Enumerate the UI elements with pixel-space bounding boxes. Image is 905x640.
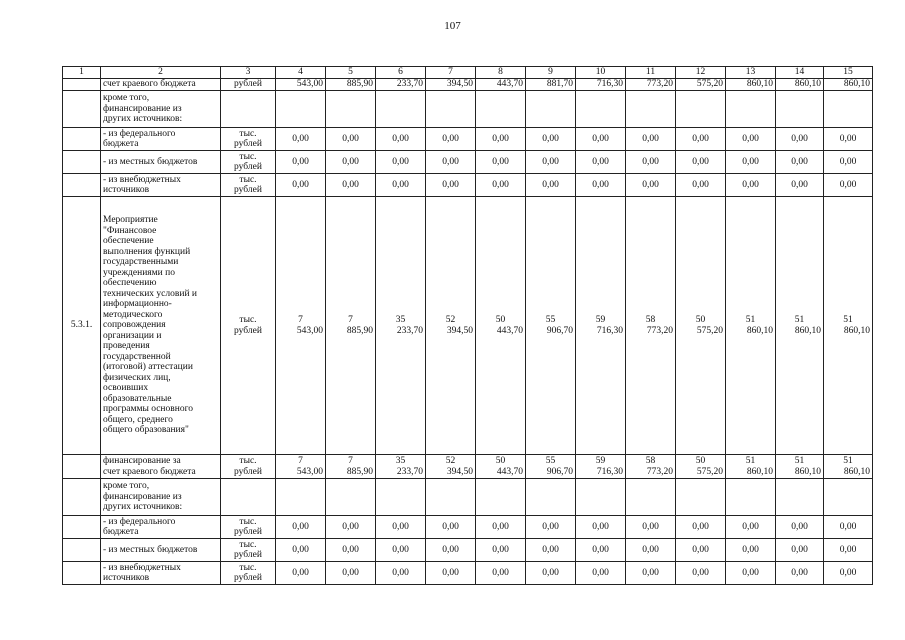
value-cell	[824, 197, 873, 455]
table-row	[63, 197, 873, 455]
table-row	[63, 79, 873, 91]
column-number-15: 15	[824, 67, 873, 79]
value-cell: 0,00	[476, 128, 526, 151]
value-cell	[576, 91, 626, 128]
row-unit	[221, 516, 276, 539]
row-name-line: - из внебюджетных	[103, 562, 181, 573]
row-name-line: общего, среднего	[103, 414, 173, 425]
row-name	[101, 455, 221, 479]
table-row	[63, 91, 873, 128]
value-part: 716,30	[596, 466, 623, 477]
value-cell	[824, 91, 873, 128]
value-cell	[426, 455, 476, 479]
value-part: 233,70	[396, 466, 423, 477]
value-part: 860,10	[843, 325, 870, 336]
value-cell	[326, 479, 376, 516]
value-cell: 0,00	[526, 562, 576, 585]
value-cell: 0,00	[476, 562, 526, 585]
value-cell: 0,00	[776, 151, 824, 174]
row-unit-line: рублей	[234, 162, 262, 172]
value-cell: 443,70	[476, 79, 526, 91]
page-number: 107	[444, 20, 461, 32]
column-header-row	[63, 67, 873, 79]
value-cell	[776, 479, 824, 516]
value-cell: 0,00	[526, 174, 576, 197]
row-unit-line: рублей	[234, 185, 262, 195]
value-cell: 0,00	[576, 516, 626, 539]
row-name-line: - из местных бюджетов	[103, 544, 198, 555]
row-unit-line: рублей	[234, 466, 262, 477]
value-cell: 0,00	[576, 128, 626, 151]
row-code	[63, 455, 101, 479]
column-number-14: 14	[776, 67, 824, 79]
value-part: 50	[495, 456, 506, 466]
value-cell: 0,00	[776, 516, 824, 539]
row-unit-line: рублей	[234, 79, 262, 89]
value-cell	[726, 91, 776, 128]
value-cell	[376, 455, 426, 479]
row-name-line: выполнения функций	[103, 246, 191, 257]
value-part: 7	[298, 456, 303, 466]
value-cell: 0,00	[776, 539, 824, 562]
row-unit-line: тыс.	[239, 315, 257, 325]
value-cell: 0,00	[726, 128, 776, 151]
value-cell	[676, 479, 726, 516]
value-cell: 0,00	[276, 539, 326, 562]
value-cell: 0,00	[676, 516, 726, 539]
table-row	[63, 128, 873, 151]
value-cell: 0,00	[776, 174, 824, 197]
value-part: 543,00	[296, 466, 323, 477]
row-unit	[221, 197, 276, 455]
value-cell: 0,00	[726, 151, 776, 174]
value-cell: 0,00	[776, 562, 824, 585]
row-unit-line: тыс.	[239, 539, 257, 550]
value-cell	[776, 91, 824, 128]
value-cell: 0,00	[526, 128, 576, 151]
value-cell: 0,00	[626, 539, 676, 562]
value-cell	[276, 479, 326, 516]
value-cell: 0,00	[626, 151, 676, 174]
value-cell	[576, 455, 626, 479]
value-cell	[376, 197, 426, 455]
value-part: 7	[348, 315, 353, 325]
row-code: 5.3.1.	[63, 197, 101, 455]
value-cell	[676, 197, 726, 455]
value-part: 885,90	[346, 466, 373, 477]
value-part: 860,10	[746, 466, 773, 477]
table-row	[63, 174, 873, 197]
row-unit	[221, 562, 276, 585]
value-part: 50	[495, 315, 506, 325]
value-part: 394,50	[446, 466, 473, 477]
row-name	[101, 151, 221, 174]
value-part: 575,20	[696, 466, 723, 477]
value-cell: 860,10	[776, 79, 824, 91]
value-cell: 0,00	[426, 128, 476, 151]
value-cell: 860,10	[824, 79, 873, 91]
row-name-line: источников	[103, 573, 150, 583]
value-cell	[276, 455, 326, 479]
value-cell	[776, 455, 824, 479]
row-name-line: - из федерального	[103, 516, 176, 527]
value-part: 51	[843, 456, 853, 466]
row-unit	[221, 128, 276, 151]
row-name-line: - из внебюджетных	[103, 174, 181, 185]
value-cell	[326, 197, 376, 455]
value-cell	[376, 91, 426, 128]
column-number-11: 11	[626, 67, 676, 79]
value-cell	[426, 197, 476, 455]
row-name-line: счет краевого бюджета	[103, 466, 196, 477]
value-cell	[726, 197, 776, 455]
row-unit-line: тыс.	[239, 151, 257, 162]
value-cell: 0,00	[726, 562, 776, 585]
value-part: 885,90	[346, 325, 373, 336]
row-unit-line: рублей	[234, 573, 262, 583]
value-cell: 0,00	[526, 539, 576, 562]
value-part: 7	[348, 456, 353, 466]
value-cell: 0,00	[326, 516, 376, 539]
value-cell: 0,00	[626, 128, 676, 151]
row-name-line: информационно-	[103, 299, 172, 310]
row-name-line: - из федерального	[103, 128, 176, 139]
value-part: 233,70	[396, 325, 423, 336]
row-name-line: технических условий и	[103, 288, 198, 299]
row-code	[63, 151, 101, 174]
table-row	[63, 455, 873, 479]
value-part: 51	[794, 315, 805, 325]
row-name-line: Мероприятие	[103, 215, 158, 226]
row-name	[101, 562, 221, 585]
value-part: 543,00	[296, 325, 323, 336]
value-cell: 0,00	[676, 128, 726, 151]
value-part: 52	[445, 456, 456, 466]
value-cell: 716,30	[576, 79, 626, 91]
value-part: 50	[695, 456, 706, 466]
value-cell	[776, 197, 824, 455]
row-unit	[221, 174, 276, 197]
value-part: 906,70	[546, 466, 573, 477]
value-part: 443,70	[496, 466, 523, 477]
value-part: 50	[695, 315, 706, 325]
column-number-2: 2	[101, 67, 221, 79]
value-part: 51	[745, 456, 756, 466]
value-cell: 0,00	[476, 539, 526, 562]
value-cell: 0,00	[576, 539, 626, 562]
value-cell: 0,00	[376, 516, 426, 539]
value-part: 51	[843, 315, 853, 325]
row-code	[63, 539, 101, 562]
row-name	[101, 128, 221, 151]
table-row	[63, 516, 873, 539]
row-name-line: финансирование за	[103, 456, 181, 466]
value-part: 7	[298, 315, 303, 325]
row-name	[101, 79, 221, 91]
value-cell: 575,20	[676, 79, 726, 91]
row-code	[63, 516, 101, 539]
row-unit-line: рублей	[234, 550, 262, 560]
value-cell: 0,00	[376, 562, 426, 585]
value-cell: 0,00	[426, 562, 476, 585]
value-cell: 0,00	[626, 174, 676, 197]
row-unit-line: тыс.	[239, 174, 257, 185]
value-cell: 0,00	[426, 174, 476, 197]
column-number-3: 3	[221, 67, 276, 79]
value-cell: 0,00	[326, 539, 376, 562]
column-number-13: 13	[726, 67, 776, 79]
row-unit-line: тыс.	[239, 456, 257, 466]
value-cell: 885,90	[326, 79, 376, 91]
value-part: 773,20	[646, 466, 673, 477]
value-cell: 0,00	[676, 562, 726, 585]
column-number-7: 7	[426, 67, 476, 79]
value-cell: 0,00	[276, 562, 326, 585]
row-unit-line: рублей	[234, 139, 262, 149]
value-cell: 0,00	[476, 516, 526, 539]
row-name-line: обеспечение	[103, 236, 154, 247]
value-cell: 0,00	[276, 151, 326, 174]
value-part: 58	[645, 315, 656, 325]
row-name-line: бюджета	[103, 139, 139, 149]
value-part: 51	[745, 315, 756, 325]
row-unit	[221, 455, 276, 479]
value-cell: 0,00	[326, 151, 376, 174]
value-cell: 0,00	[824, 151, 873, 174]
value-cell: 0,00	[676, 539, 726, 562]
row-name-line: учреждениями по	[103, 267, 175, 278]
value-cell	[526, 455, 576, 479]
value-part: 906,70	[546, 325, 573, 336]
column-number-4: 4	[276, 67, 326, 79]
row-code	[63, 479, 101, 516]
value-cell: 0,00	[824, 516, 873, 539]
value-cell: 0,00	[426, 151, 476, 174]
value-cell	[626, 455, 676, 479]
column-number-12: 12	[676, 67, 726, 79]
value-part: 59	[595, 456, 606, 466]
row-name	[101, 174, 221, 197]
row-unit	[221, 539, 276, 562]
value-cell: 0,00	[276, 516, 326, 539]
row-name-line: общего образования"	[103, 425, 189, 436]
value-cell	[626, 91, 676, 128]
value-cell: 773,20	[626, 79, 676, 91]
column-number-10: 10	[576, 67, 626, 79]
value-cell	[426, 91, 476, 128]
value-cell: 0,00	[676, 174, 726, 197]
value-cell	[726, 479, 776, 516]
value-cell: 0,00	[626, 562, 676, 585]
value-part: 394,50	[446, 325, 473, 336]
value-cell: 0,00	[276, 128, 326, 151]
value-cell	[476, 455, 526, 479]
row-code	[63, 128, 101, 151]
row-unit-line: тыс.	[239, 562, 257, 573]
row-name-line: проведения	[103, 341, 150, 352]
value-cell: 233,70	[376, 79, 426, 91]
row-name	[101, 516, 221, 539]
value-part: 716,30	[596, 325, 623, 336]
value-cell: 0,00	[476, 174, 526, 197]
row-name-line: образовательные	[103, 393, 172, 404]
value-cell	[376, 479, 426, 516]
row-name-line: физических лиц,	[103, 372, 171, 383]
value-part: 51	[794, 456, 805, 466]
value-cell: 0,00	[576, 174, 626, 197]
row-name-line: финансирование из	[103, 103, 182, 114]
value-cell: 0,00	[376, 539, 426, 562]
row-name	[101, 479, 221, 516]
value-cell: 0,00	[326, 128, 376, 151]
value-cell: 0,00	[676, 151, 726, 174]
value-cell: 0,00	[526, 151, 576, 174]
value-cell	[576, 479, 626, 516]
value-part: 860,10	[794, 466, 821, 477]
value-part: 55	[545, 456, 556, 466]
row-name-line: сопровождения	[103, 320, 166, 331]
row-name	[101, 197, 221, 455]
row-name	[101, 91, 221, 128]
row-code	[63, 91, 101, 128]
value-cell	[676, 91, 726, 128]
value-cell: 881,70	[526, 79, 576, 91]
row-code	[63, 562, 101, 585]
row-name-line: государственной	[103, 351, 171, 362]
value-cell	[576, 197, 626, 455]
row-name-line: финансирование из	[103, 491, 182, 502]
value-cell: 0,00	[426, 516, 476, 539]
value-cell: 0,00	[726, 516, 776, 539]
value-cell: 394,50	[426, 79, 476, 91]
budget-table	[62, 66, 873, 585]
value-cell: 0,00	[626, 516, 676, 539]
row-name-line: кроме того,	[103, 481, 150, 492]
value-cell: 0,00	[326, 174, 376, 197]
column-number-1: 1	[63, 67, 101, 79]
row-unit	[221, 79, 276, 91]
value-cell	[476, 197, 526, 455]
value-cell: 0,00	[824, 539, 873, 562]
value-part: 52	[445, 315, 456, 325]
value-part: 860,10	[794, 325, 821, 336]
value-cell: 0,00	[824, 562, 873, 585]
row-code	[63, 174, 101, 197]
value-part: 860,10	[746, 325, 773, 336]
value-cell: 0,00	[376, 128, 426, 151]
value-cell: 0,00	[824, 174, 873, 197]
value-cell: 0,00	[276, 174, 326, 197]
table-row	[63, 539, 873, 562]
row-unit-line: тыс.	[239, 516, 257, 527]
value-cell: 860,10	[726, 79, 776, 91]
value-cell: 0,00	[426, 539, 476, 562]
value-cell	[626, 197, 676, 455]
row-name-line: кроме того,	[103, 93, 150, 104]
row-name-line: (итоговой) аттестации	[103, 362, 193, 373]
column-number-9: 9	[526, 67, 576, 79]
row-name-line: программы основного	[103, 404, 193, 415]
row-code	[63, 79, 101, 91]
value-cell	[824, 455, 873, 479]
value-cell	[626, 479, 676, 516]
value-cell	[526, 91, 576, 128]
value-cell: 0,00	[576, 562, 626, 585]
value-cell: 0,00	[776, 128, 824, 151]
row-name-line: бюджета	[103, 527, 139, 537]
value-cell: 0,00	[376, 174, 426, 197]
row-unit	[221, 151, 276, 174]
value-cell	[526, 479, 576, 516]
row-unit-line: рублей	[234, 527, 262, 537]
row-name	[101, 539, 221, 562]
value-part: 58	[645, 456, 656, 466]
value-cell: 543,00	[276, 79, 326, 91]
value-cell	[476, 479, 526, 516]
value-part: 575,20	[696, 325, 723, 336]
column-number-5: 5	[326, 67, 376, 79]
row-unit-line: тыс.	[239, 128, 257, 139]
value-part: 59	[595, 315, 606, 325]
row-name-line: организации и	[103, 330, 162, 341]
value-cell	[726, 455, 776, 479]
value-cell: 0,00	[576, 151, 626, 174]
row-name-line: источников	[103, 185, 150, 195]
row-name-line: "Финансовое	[103, 225, 157, 236]
row-name-line: освоивших	[103, 383, 149, 394]
value-part: 773,20	[646, 325, 673, 336]
value-cell	[276, 91, 326, 128]
column-number-8: 8	[476, 67, 526, 79]
value-cell: 0,00	[476, 151, 526, 174]
value-cell	[426, 479, 476, 516]
row-name-line: счет краевого бюджета	[103, 79, 196, 89]
table-row	[63, 479, 873, 516]
value-cell	[276, 197, 326, 455]
row-unit	[221, 479, 276, 516]
value-part: 35	[395, 315, 406, 325]
row-name-line: методического	[103, 309, 163, 320]
value-cell: 0,00	[824, 128, 873, 151]
value-part: 860,10	[843, 466, 870, 477]
value-cell	[326, 455, 376, 479]
value-part: 443,70	[496, 325, 523, 336]
value-part: 35	[395, 456, 406, 466]
value-cell	[824, 479, 873, 516]
value-cell	[326, 91, 376, 128]
value-cell: 0,00	[726, 539, 776, 562]
row-name-line: других источников:	[103, 502, 183, 513]
column-number-6: 6	[376, 67, 426, 79]
row-name-line: обеспечению	[103, 278, 157, 289]
row-unit-line: рублей	[234, 325, 262, 336]
value-cell: 0,00	[726, 174, 776, 197]
row-name-line: государственными	[103, 257, 179, 268]
value-cell: 0,00	[376, 151, 426, 174]
value-part: 55	[545, 315, 556, 325]
table-row	[63, 151, 873, 174]
row-unit	[221, 91, 276, 128]
value-cell: 0,00	[526, 516, 576, 539]
value-cell	[476, 91, 526, 128]
row-name-line: других источников:	[103, 114, 183, 125]
value-cell: 0,00	[326, 562, 376, 585]
value-cell	[676, 455, 726, 479]
row-name-line: - из местных бюджетов	[103, 156, 198, 167]
table-row	[63, 562, 873, 585]
value-cell	[526, 197, 576, 455]
